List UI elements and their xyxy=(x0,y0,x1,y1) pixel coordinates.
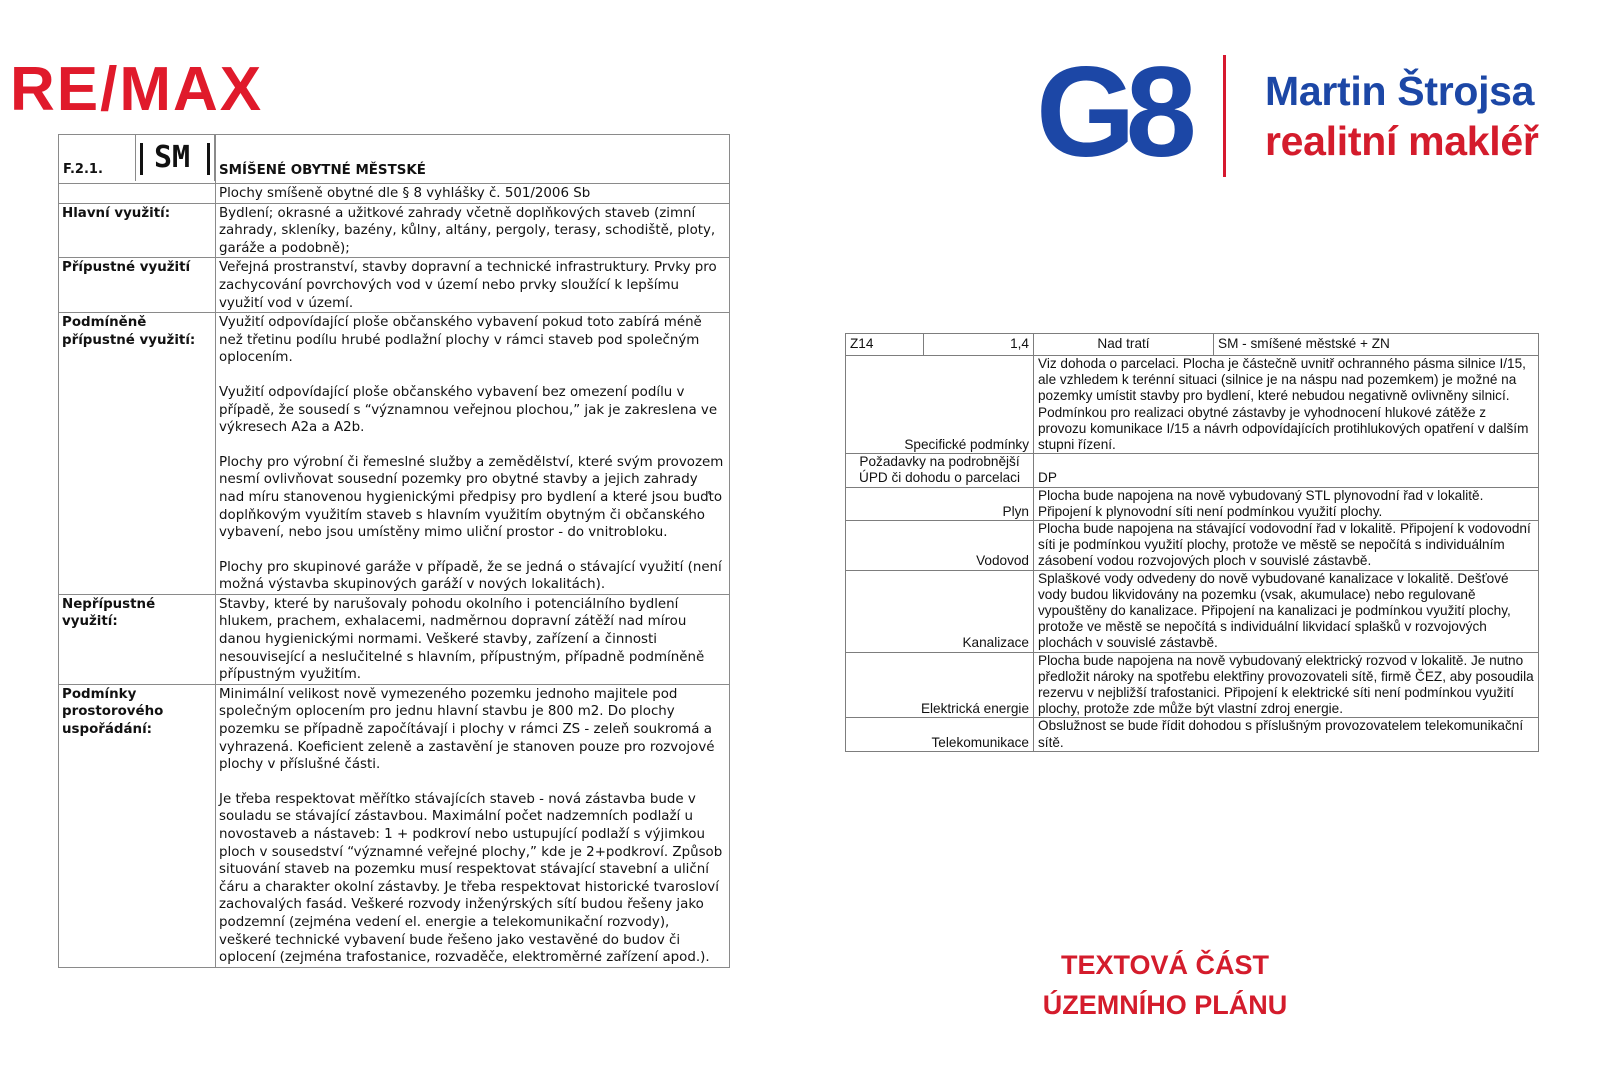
parcel-row-text: Obslužnost se bude řídit dohodou s příslušným provozovatelem telekomunikační sítě. xyxy=(1034,718,1539,751)
parcel-header-row xyxy=(846,334,1539,356)
zoning-table xyxy=(58,134,730,968)
paragraph: Plochy pro skupinové garáže v případě, že se jedná o stávající využití (není možná výstavba skupinových garáží v nových lokalitách). xyxy=(219,559,722,593)
agent-name: Martin Štrojsa xyxy=(1265,68,1535,114)
footer-title xyxy=(1000,945,1330,1025)
remax-logo xyxy=(10,58,270,118)
zoning-row xyxy=(59,684,730,967)
g8-logo xyxy=(1036,58,1206,168)
paragraph: Minimální velikost nově vymezeného pozemku jednoho majitele pod společným oplocením pro jednu hlavní stavbu je 800 m2. Do plochy pozemku se případně započítávají i plochy v rámci ZS - zeleň soukromá a vyhrazená. Koeficient zeleně a zastavění je stanoven pouze pro rozvojové plochy v příslušné části. xyxy=(219,686,715,773)
brand-divider xyxy=(1223,55,1226,177)
zoning-header-row xyxy=(59,135,730,184)
parcel-location: Nad tratí xyxy=(1034,334,1214,356)
parcel-area: 1,4 xyxy=(924,334,1034,356)
parcel-row xyxy=(846,356,1539,454)
zoning-subtitle-row xyxy=(59,184,730,204)
parcel-row-text: Plocha bude napojena na nově vybudovaný STL plynovodní řad v lokalitě. Připojení k plynovodní síti není podmínkou využití plochy. xyxy=(1034,487,1539,520)
row-label: Přípustné využití xyxy=(59,258,216,313)
parcel-row-text: Splaškové vody odvedeny do nově vybudované kanalizace v lokalitě. Dešťové vody budou likvidovány na pozemku (vsak, akumulace) nebo regulovaně vypouštěny do kanalizace. Připojení na kanalizaci je podmínkou využití plochy, protože ve městě se nepočítá s individuální likvidací splašků v rozvojových plochách v souvislé zástavbě. xyxy=(1034,570,1539,652)
parcel-row-label: Kanalizace xyxy=(846,570,1034,652)
code-bar-left xyxy=(140,143,143,175)
parcel-row xyxy=(846,570,1539,652)
parcel-id: Z14 xyxy=(846,334,924,356)
row-content xyxy=(216,313,730,595)
zoning-row xyxy=(59,313,730,595)
paragraph: Využití odpovídající ploše občanského vybavení bez omezení podílu v případě, že sousedí s “významnou veřejnou plochou,” jak je zakreslena ve výkresech A2a a A2b. xyxy=(219,384,718,436)
parcel-row xyxy=(846,521,1539,571)
empty-cell xyxy=(59,184,216,204)
zone-title: SMÍŠENÉ OBYTNÉ MĚSTSKÉ xyxy=(216,135,730,184)
paragraph: Plochy pro výrobní či řemeslné služby a zemědělství, které svým provozem nesmí ovlivňovat sousední pozemky pro obytné stavby a jejich zahrady nad míru stanovenou hygienickými předpisy pro bydlení a které jsou buďto doplňkovým využitím staveb s hlavním využitím obytným či občanského vybavení, nebo jsou umístěny mimo uliční prostor - do vnitrobloku. xyxy=(219,454,724,541)
parcel-type: SM - smíšené městské + ZN xyxy=(1214,334,1539,356)
row-label: Nepřípustné využití: xyxy=(59,594,216,684)
row-label: Hlavní využití: xyxy=(59,203,216,258)
zoning-row xyxy=(59,594,730,684)
footer-line-2: ÚZEMNÍHO PLÁNU xyxy=(1042,990,1288,1020)
zone-subtitle: Plochy smíšeně obytné dle § 8 vyhlášky č. 501/2006 Sb xyxy=(216,184,730,204)
zoning-row xyxy=(59,203,730,258)
parcel-row xyxy=(846,454,1539,487)
parcel-row-label: Elektrická energie xyxy=(846,652,1034,718)
zoning-row xyxy=(59,258,730,313)
parcel-row-label: Plyn xyxy=(846,487,1034,520)
agent-role: realitní makléř xyxy=(1265,118,1539,164)
g8-logo-text: G8 xyxy=(1036,58,1187,168)
zone-code-box xyxy=(135,135,215,181)
parcel-row-text: DP xyxy=(1034,454,1539,487)
parcel-row xyxy=(846,487,1539,520)
footer-line-1: TEXTOVÁ ČÁST xyxy=(1060,950,1270,980)
paragraph: Veřejná prostranství, stavby dopravní a technické infrastruktury. Prvky pro zachycování povrchových vod v území nebo prvky sloužící k lepšímu využití vod v území. xyxy=(219,260,717,311)
section-number: F.2.1. xyxy=(63,162,103,178)
parcel-row-label: Telekomunikace xyxy=(846,718,1034,751)
row-label: Podmíněně přípustné využití: xyxy=(59,313,216,595)
row-content xyxy=(216,684,730,967)
zoning-code-cell xyxy=(59,135,216,184)
parcel-row-text: Plocha bude napojena na stávající vodovodní řad v lokalitě. Připojení k vodovodní síti je podmínkou využití plochy, protože ve městě se nepočítá s individuálním zásobení vodou rozvojových ploch v souvislé zástavbě. xyxy=(1034,521,1539,571)
parcel-row-text: Viz dohoda o parcelaci. Plocha je částečně uvnitř ochranného pásma silnice I/15, ale vzhledem k terénní situaci (silnice je na náspu nad pozemkem) je možné na pozemky umístit stavby pro bydlení, které nebudou negativně ovlivněny silnicí. Podmínkou pro realizaci obytné zástavby je vyhodnocení hlukové zátěže z provozu komunikace I/15 a návrh odpovídajících protihlukových opatření v dalším stupni řízení. xyxy=(1034,356,1539,454)
paragraph: Využití odpovídající ploše občanského vybavení pokud toto zabírá méně než třetinu podílu hrubé podlažní plochy v rámci staveb pod společným oplocením. xyxy=(219,315,702,366)
row-label: Podmínky prostorového uspořádání: xyxy=(59,684,216,967)
paragraph: Bydlení; okrasné a užitkové zahrady včetně doplňkových staveb (zimní zahrady, skleníky, bazény, kůlny, altány, pergoly, terasy, schodiště, ploty, garáže a podobně); xyxy=(219,205,716,256)
row-content xyxy=(216,594,730,684)
parcel-row-label: Vodovod xyxy=(846,521,1034,571)
remax-logo-text: RE/MAX xyxy=(10,58,264,118)
paragraph: Je třeba respektovat měřítko stávajících staveb - nová zástavba bude v souladu se stávající zástavbou. Maximální počet nadzemních podlaží u novostaveb a nástaveb: 1 + podkroví nebo ustupující podlaží s výjimkou ploch v sousedství “významné veřejné plochy,” kde je 2+podkroví. Způsob situování staveb na pozemku musí respektovat stávající stavební a uliční čáru a charakter okolní zástavby. Je třeba respektovat historické tvarosloví zachovalých fasád. Veškeré rozvody inženýrských sítí budou řešeny jako podzemní (zejména vedení el. energie a telekomunikační rozvody), veškeré technické vybavení bude řešeno jako vestavěné do budov či oplocení (zejména trafostanice, rozvaděče, elektroměrné zařízení apod.). xyxy=(219,791,723,966)
parcel-row-label: Požadavky na podrobnější ÚPD či dohodu o parcelaci xyxy=(846,454,1034,487)
parcel-row-label: Specifické podmínky xyxy=(846,356,1034,454)
parcel-row-text: Plocha bude napojena na nově vybudovaný elektrický rozvod v lokalitě. Je nutno předložit nároky na spotřebu elektřiny provozovateli sítě, firmě ČEZ, aby posoudila rezervu v nejbližší trafostanici. Připojení k elektrické síti není podmínkou využití plochy, protože zde může být vlastní zdroj energie. xyxy=(1034,652,1539,718)
parcel-table xyxy=(845,333,1539,752)
row-content xyxy=(216,258,730,313)
code-bar-right xyxy=(207,143,210,175)
row-content xyxy=(216,203,730,258)
parcel-row xyxy=(846,652,1539,718)
paragraph: Stavby, které by narušovaly pohodu okolního i potenciálního bydlení hlukem, prachem, exhalacemi, nadměrnou dopravní zátěží nad mírou danou hygienickými normami. Veškeré stavby, zařízení a činnosti nesouvisející a neslučitelné s hlavním, přípustným, případně podmíněně přípustným využitím. xyxy=(219,596,705,683)
zone-code: SM xyxy=(154,140,191,175)
parcel-row xyxy=(846,718,1539,751)
